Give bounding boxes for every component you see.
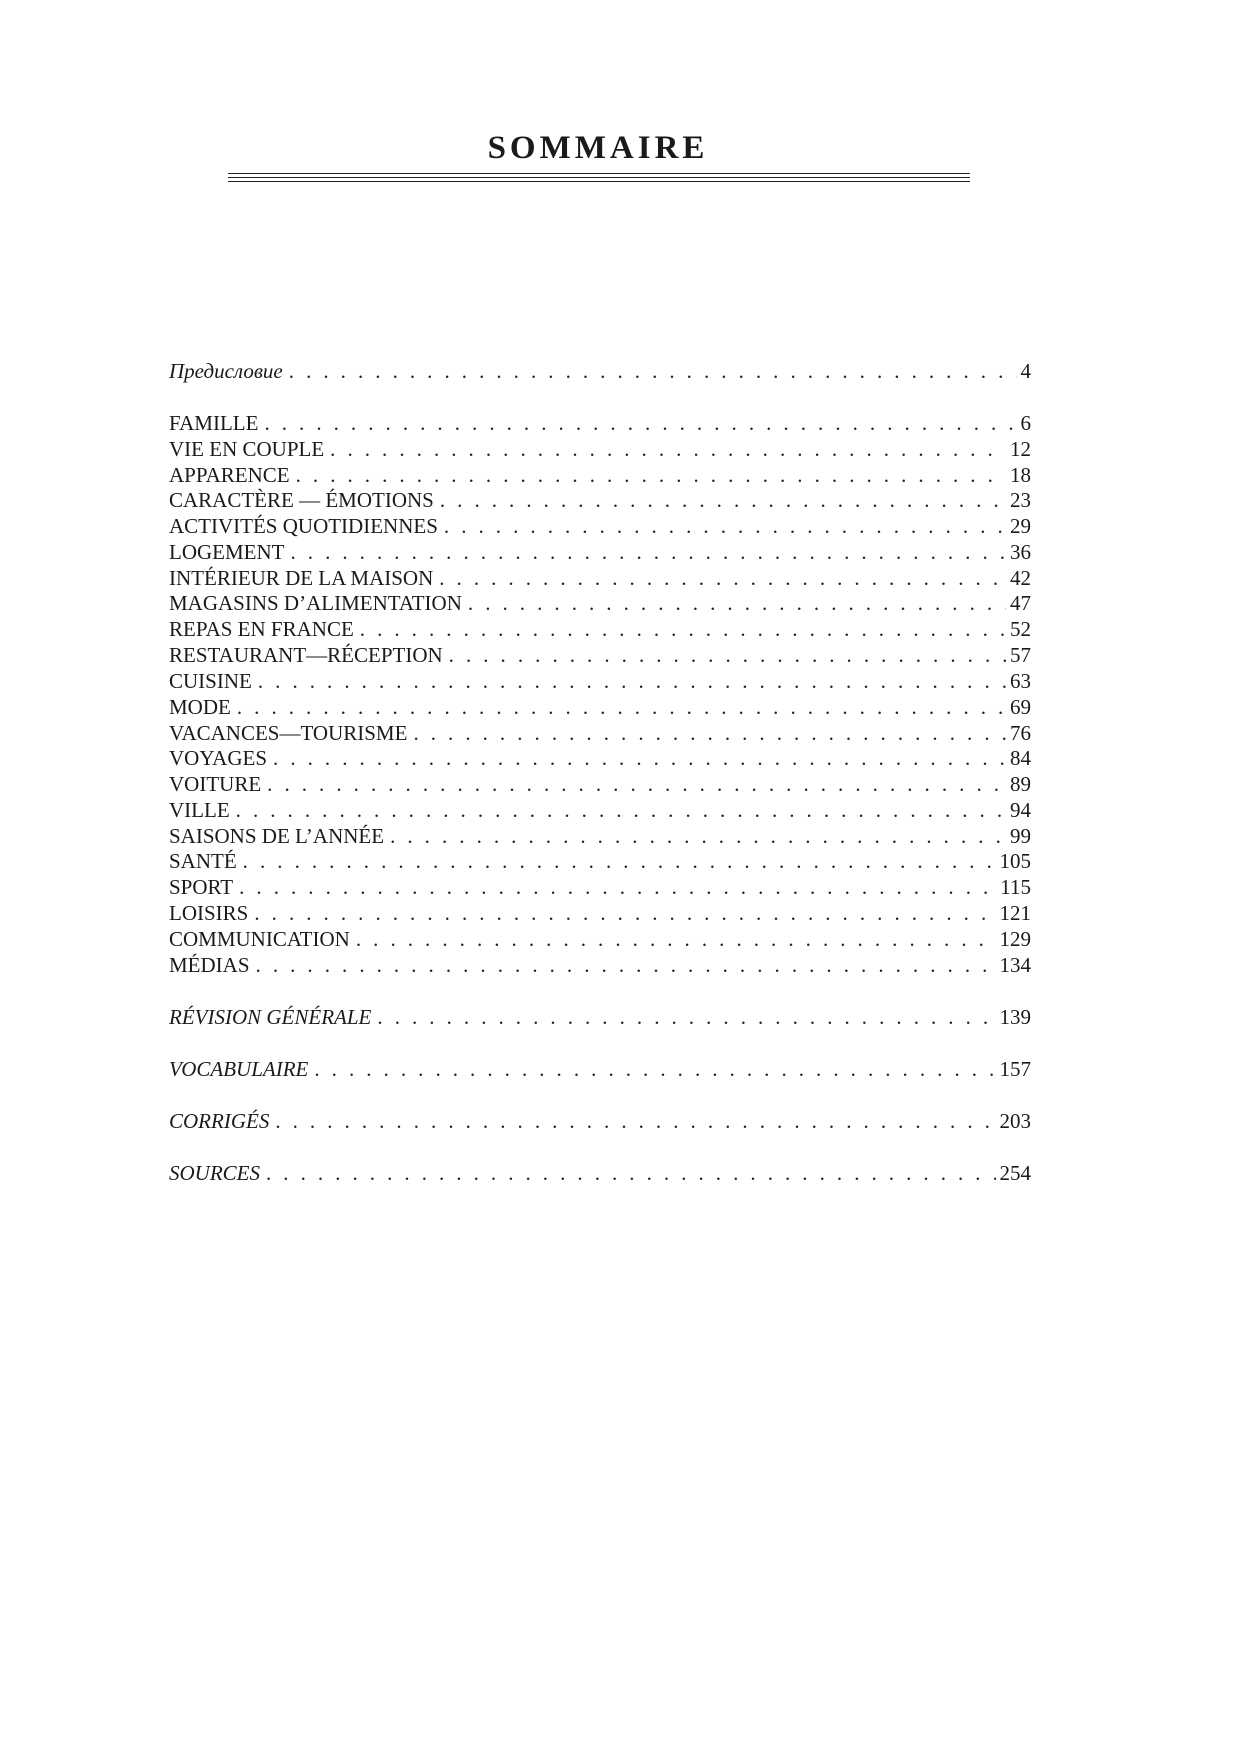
toc-entry[interactable] xyxy=(169,797,1031,823)
toc-entry[interactable] xyxy=(169,1160,1031,1186)
toc-entry-page-number: 84 xyxy=(1010,746,1031,770)
toc-entry-page-number: 89 xyxy=(1010,772,1031,796)
toc-entry-label: COMMUNICATION xyxy=(169,927,350,951)
dot-leader xyxy=(275,1108,995,1134)
toc-entry-label: MAGASINS D’ALIMENTATION xyxy=(169,591,462,615)
dot-leader xyxy=(330,436,1006,462)
toc-entry-label: CUISINE xyxy=(169,669,252,693)
toc-entry-label: CORRIGÉS xyxy=(169,1109,270,1133)
toc-entry-page-number: 76 xyxy=(1010,721,1031,745)
toc-entry-page-number: 36 xyxy=(1010,540,1031,564)
toc-entry-page-number: 47 xyxy=(1010,591,1031,615)
toc-entry[interactable] xyxy=(169,436,1031,462)
dot-leader xyxy=(314,1056,995,1082)
toc-entry-page-number: 121 xyxy=(999,901,1031,925)
dot-leader xyxy=(390,823,1006,849)
toc-entry[interactable] xyxy=(169,539,1031,565)
toc-entry[interactable] xyxy=(169,771,1031,797)
toc-entry[interactable] xyxy=(169,694,1031,720)
toc-entry-label: LOISIRS xyxy=(169,901,249,925)
toc-entry-label: VOYAGES xyxy=(169,746,268,770)
dot-leader xyxy=(440,487,1006,513)
toc-entry-page-number: 12 xyxy=(1010,437,1031,461)
toc-entry-label: REPAS EN FRANCE xyxy=(169,617,354,641)
toc-entry[interactable] xyxy=(169,565,1031,591)
toc-entry-page-number: 23 xyxy=(1010,488,1031,512)
dot-leader xyxy=(289,358,1017,384)
toc-entry-label: VILLE xyxy=(169,798,230,822)
toc-entry-page-number: 18 xyxy=(1010,463,1031,487)
toc-entry-label: SAISONS DE L’ANNÉE xyxy=(169,824,385,848)
toc-entry[interactable] xyxy=(169,848,1031,874)
toc-entry-label: SPORT xyxy=(169,875,234,899)
toc-entry[interactable] xyxy=(169,358,1031,384)
toc-entry-label: LOGEMENT xyxy=(169,540,285,564)
dot-leader xyxy=(413,720,1006,746)
toc-entry[interactable] xyxy=(169,926,1031,952)
dot-leader xyxy=(360,616,1006,642)
toc-entry[interactable] xyxy=(169,1108,1031,1134)
dot-leader xyxy=(237,694,1006,720)
toc-entry-page-number: 29 xyxy=(1010,514,1031,538)
toc-entry[interactable] xyxy=(169,410,1031,436)
toc-entry-page-number: 69 xyxy=(1010,695,1031,719)
toc-entry[interactable] xyxy=(169,823,1031,849)
toc-entry-page-number: 42 xyxy=(1010,566,1031,590)
title-underline xyxy=(228,177,970,178)
dot-leader xyxy=(264,410,1016,436)
toc-entry[interactable] xyxy=(169,487,1031,513)
toc-entry-page-number: 134 xyxy=(999,953,1031,977)
toc-entry-page-number: 6 xyxy=(1020,411,1031,435)
toc-entry[interactable] xyxy=(169,513,1031,539)
dot-leader xyxy=(356,926,996,952)
toc-entry[interactable] xyxy=(169,952,1031,978)
toc-entry-page-number: 94 xyxy=(1010,798,1031,822)
toc-entry-label: VOCABULAIRE xyxy=(169,1057,309,1081)
toc-entry-label: RESTAURANT—RÉCEPTION xyxy=(169,643,443,667)
toc-entry-page-number: 139 xyxy=(999,1005,1031,1029)
toc-entry-label: MODE xyxy=(169,695,231,719)
dot-leader xyxy=(267,771,1006,797)
dot-leader xyxy=(254,900,995,926)
toc-entry[interactable] xyxy=(169,668,1031,694)
toc-entry[interactable] xyxy=(169,720,1031,746)
toc-entry-page-number: 99 xyxy=(1010,824,1031,848)
dot-leader xyxy=(449,642,1006,668)
title-underline xyxy=(228,181,970,182)
dot-leader xyxy=(273,745,1006,771)
dot-leader xyxy=(258,668,1006,694)
dot-leader xyxy=(296,462,1006,488)
toc-entry[interactable] xyxy=(169,1004,1031,1030)
dot-leader xyxy=(290,539,1006,565)
toc-entry-page-number: 63 xyxy=(1010,669,1031,693)
toc-entry[interactable] xyxy=(169,642,1031,668)
page-title: SOMMAIRE xyxy=(487,130,709,166)
toc-entry-label: VACANCES—TOURISME xyxy=(169,721,408,745)
toc-entry-label: APPARENCE xyxy=(169,463,290,487)
toc-entry-label: RÉVISION GÉNÉRALE xyxy=(169,1005,372,1029)
toc-entry-page-number: 129 xyxy=(999,927,1031,951)
toc-entry-label: VIE EN COUPLE xyxy=(169,437,325,461)
dot-leader xyxy=(468,590,1006,616)
toc-entry-page-number: 105 xyxy=(999,849,1031,873)
toc-entry-label: SOURCES xyxy=(169,1161,260,1185)
dot-leader xyxy=(256,952,996,978)
dot-leader xyxy=(239,874,996,900)
toc-entry-page-number: 52 xyxy=(1010,617,1031,641)
dot-leader xyxy=(266,1160,996,1186)
toc-entry-label: SANTÉ xyxy=(169,849,237,873)
toc-entry-label: MÉDIAS xyxy=(169,953,250,977)
toc-entry-label: CARACTÈRE — ÉMOTIONS xyxy=(169,488,434,512)
toc-entry-page-number: 4 xyxy=(1020,359,1031,383)
toc-entry-label: FAMILLE xyxy=(169,411,259,435)
toc-entry[interactable] xyxy=(169,900,1031,926)
dot-leader xyxy=(444,513,1006,539)
toc-entry-label: Предисловие xyxy=(169,359,283,383)
dot-leader xyxy=(377,1004,995,1030)
toc-entry-page-number: 115 xyxy=(1000,875,1031,899)
toc-entry-page-number: 203 xyxy=(999,1109,1031,1133)
toc-entry[interactable] xyxy=(169,616,1031,642)
toc-entry-label: VOITURE xyxy=(169,772,262,796)
toc-entry[interactable] xyxy=(169,745,1031,771)
toc-entry-page-number: 254 xyxy=(999,1161,1031,1185)
toc-entry-page-number: 157 xyxy=(999,1057,1031,1081)
toc-entry[interactable] xyxy=(169,874,1031,900)
toc-entry[interactable] xyxy=(169,1056,1031,1082)
dot-leader xyxy=(243,848,996,874)
dot-leader xyxy=(439,565,1006,591)
toc-entry[interactable] xyxy=(169,590,1031,616)
toc-entry[interactable] xyxy=(169,462,1031,488)
toc-entry-label: INTÉRIEUR DE LA MAISON xyxy=(169,566,434,590)
title-underline xyxy=(228,173,970,174)
dot-leader xyxy=(236,797,1006,823)
toc-entry-page-number: 57 xyxy=(1010,643,1031,667)
toc-entry-label: ACTIVITÉS QUOTIDIENNES xyxy=(169,514,438,538)
